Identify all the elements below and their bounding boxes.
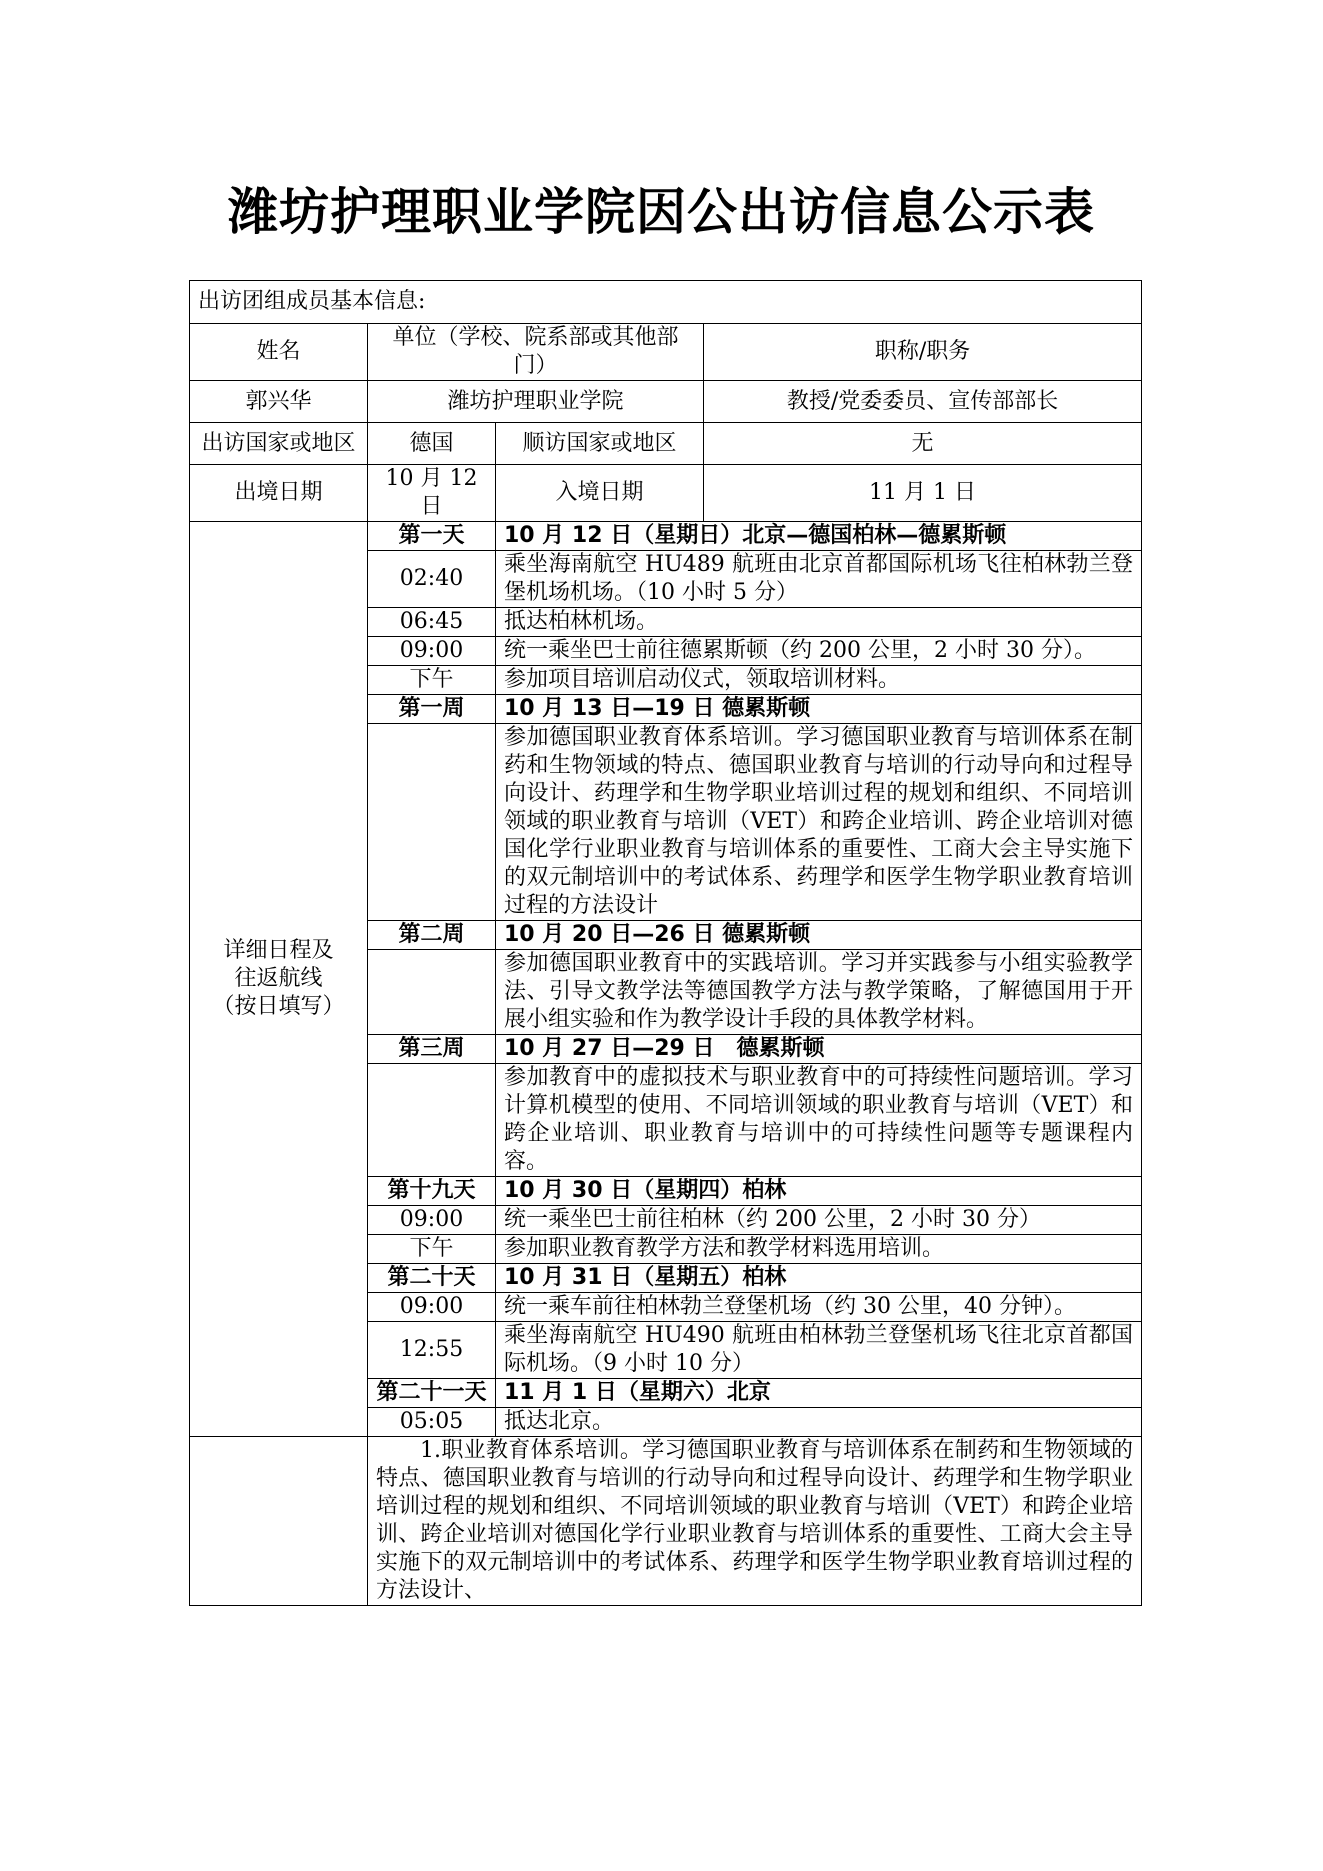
schedule-day-heading: 10 月 13 日—19 日 德累斯顿 [496, 695, 1142, 724]
schedule-day: 第一周 [368, 695, 496, 724]
schedule-day: 第一天 [368, 522, 496, 551]
entry-date: 11 月 1 日 [704, 465, 1142, 522]
position-header: 职称/职务 [704, 324, 1142, 381]
unit-header: 单位（学校、院系部或其他部门） [368, 324, 704, 381]
info-table [189, 280, 1142, 1606]
schedule-time: 02:40 [368, 551, 496, 608]
section-header: 出访团组成员基本信息: [190, 281, 1142, 324]
dates-row [190, 465, 1142, 522]
schedule-day: 第十九天 [368, 1177, 496, 1206]
country-label: 出访国家或地区 [190, 423, 368, 465]
member-name: 郭兴华 [190, 381, 368, 423]
schedule-label [190, 522, 368, 1437]
schedule-activity: 统一乘坐巴士前往德累斯顿（约 200 公里，2 小时 30 分）。 [496, 637, 1142, 666]
schedule-day-heading: 10 月 12 日（星期日）北京—德国柏林—德累斯顿 [496, 522, 1142, 551]
schedule-day: 第三周 [368, 1035, 496, 1064]
schedule-time: 05:05 [368, 1408, 496, 1437]
schedule-time: 下午 [368, 666, 496, 695]
schedule-activity: 抵达柏林机场。 [496, 608, 1142, 637]
schedule-activity: 乘坐海南航空 HU489 航班由北京首都国际机场飞往柏林勃兰登堡机场机场。（10 小时 5 分） [496, 551, 1142, 608]
schedule-day: 第二周 [368, 921, 496, 950]
schedule-activity: 参加项目培训启动仪式，领取培训材料。 [496, 666, 1142, 695]
schedule-time: 09:00 [368, 1206, 496, 1235]
country-value: 德国 [368, 423, 496, 465]
schedule-activity: 参加职业教育教学方法和教学材料选用培训。 [496, 1235, 1142, 1264]
header-row [190, 281, 1142, 324]
schedule-day-heading: 10 月 20 日—26 日 德累斯顿 [496, 921, 1142, 950]
schedule-day: 第二十一天 [368, 1379, 496, 1408]
schedule-day-heading: 10 月 30 日（星期四）柏林 [496, 1177, 1142, 1206]
entry-date-label: 入境日期 [496, 465, 704, 522]
schedule-time [368, 724, 496, 921]
transit-label: 顺访国家或地区 [496, 423, 704, 465]
content-text: 1.职业教育体系培训。学习德国职业教育与培训体系在制药和生物领域的特点、德国职业教育与培训的行动导向和过程导向设计、药理学和生物学职业培训过程的规划和组织、不同培训领域的职业教育与培训（VET）和跨企业培训、跨企业培训对德国化学行业职业教育与培训体系的重要性、工商大会主导实施下的双元制培训中的考试体系、药理学和医学生物学职业教育培训过程的方法设计、 [376, 1438, 1134, 1603]
schedule-time: 09:00 [368, 1293, 496, 1322]
schedule-activity: 参加教育中的虚拟技术与职业教育中的可持续性问题培训。学习计算机模型的使用、不同培训领域的职业教育与培训（VET）和跨企业培训、职业教育与培训中的可持续性问题等专题课程内容。 [496, 1064, 1142, 1177]
content-cell [368, 1437, 1142, 1606]
schedule-first-row [190, 522, 1142, 551]
country-row [190, 423, 1142, 465]
schedule-day-heading: 10 月 31 日（星期五）柏林 [496, 1264, 1142, 1293]
schedule-activity: 统一乘坐巴士前往柏林（约 200 公里，2 小时 30 分） [496, 1206, 1142, 1235]
transit-value: 无 [704, 423, 1142, 465]
member-position: 教授/党委委员、宣传部部长 [704, 381, 1142, 423]
name-header: 姓名 [190, 324, 368, 381]
schedule-activity: 统一乘车前往柏林勃兰登堡机场（约 30 公里，40 分钟）。 [496, 1293, 1142, 1322]
schedule-activity: 乘坐海南航空 HU490 航班由柏林勃兰登堡机场飞往北京首都国际机场。（9 小时 10 分） [496, 1322, 1142, 1379]
content-row [190, 1437, 1142, 1606]
page-title: 潍坊护理职业学院因公出访信息公示表 [228, 183, 1095, 241]
schedule-activity: 抵达北京。 [496, 1408, 1142, 1437]
schedule-time [368, 950, 496, 1035]
schedule-time: 12:55 [368, 1322, 496, 1379]
schedule-day-heading: 11 月 1 日（星期六）北京 [496, 1379, 1142, 1408]
member-unit: 潍坊护理职业学院 [368, 381, 704, 423]
schedule-time: 09:00 [368, 637, 496, 666]
schedule-label-line: （按日填写） [212, 994, 345, 1019]
schedule-time: 06:45 [368, 608, 496, 637]
member-row [190, 381, 1142, 423]
schedule-label-line: 往返航线 [234, 966, 323, 991]
schedule-day-heading: 10 月 27 日—29 日 德累斯顿 [496, 1035, 1142, 1064]
column-header-row [190, 324, 1142, 381]
schedule-day: 第二十天 [368, 1264, 496, 1293]
schedule-time: 下午 [368, 1235, 496, 1264]
content-label [190, 1437, 368, 1606]
schedule-activity: 参加德国职业教育体系培训。学习德国职业教育与培训体系在制药和生物领域的特点、德国职业教育与培训的行动导向和过程导向设计、药理学和生物学职业培训过程的规划和组织、不同培训领域的职业教育与培训（VET）和跨企业培训、跨企业培训对德国化学行业职业教育与培训体系的重要性、工商大会主导实施下的双元制培训中的考试体系、药理学和医学生物学职业教育培训过程的方法设计 [496, 724, 1142, 921]
schedule-label-line: 详细日程及 [223, 938, 334, 963]
schedule-time [368, 1064, 496, 1177]
exit-date-label: 出境日期 [190, 465, 368, 522]
schedule-activity: 参加德国职业教育中的实践培训。学习并实践参与小组实验教学法、引导文教学法等德国教学方法与教学策略，了解德国用于开展小组实验和作为教学设计手段的具体教学材料。 [496, 950, 1142, 1035]
exit-date: 10 月 12 日 [368, 465, 496, 522]
